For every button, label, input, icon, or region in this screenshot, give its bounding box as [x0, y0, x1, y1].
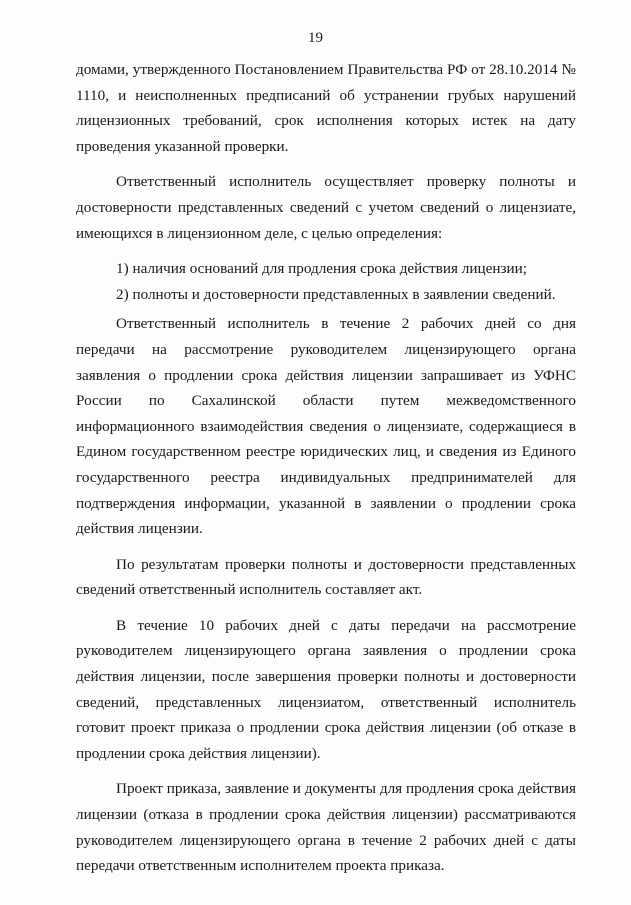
paragraph: В течение 10 рабочих дней с даты передачи на рассмотрение руководителем лицензирующего органа заявления о продлении срока действия лицензии, после завершения проверки полноты и достоверности сведений, представленных лицензиатом, ответственный исполнитель готовит проект приказа о продлении срока действия лицензии (об отказе в продлении срока действия лицензии).: [76, 616, 576, 762]
paragraph: Ответственный исполнитель в течение 2 рабочих дней со дня передачи на рассмотрение руководителем лицензирующего органа заявления о продлении срока действия лицензии запрашивает из УФНС России по Сахалинской области путем межведомственного информационного взаимодействия сведения о лицензиате, содержащиеся в Едином государственном реестре юридических лиц, и сведения из Единого государственного реестра индивидуальных предпринимателей для подтверждения информации, указанной в заявлении о продлении срока действия лицензии.: [76, 315, 576, 538]
list-item: 2) полноты и достоверности представленных в заявлении сведений.: [116, 285, 556, 303]
paragraph: Проект приказа, заявление и документы для продления срока действия лицензии (отказа в продлении срока действия лицензии) рассматриваются руководителем лицензирующего органа в течение 2 рабочих дней с даты передачи ответственным исполнителем проекта приказа.: [76, 780, 576, 875]
paragraph: Ответственный исполнитель осуществляет проверку полноты и достоверности представленных сведений с учетом сведений о лицензиате, имеющихся в лицензионном деле, с целью определения:: [76, 173, 576, 242]
paragraph: домами, утвержденного Постановлением Правительства РФ от 28.10.2014 № 1110, и неисполненных предписаний об устранении грубых нарушений лицензионных требований, срок исполнения которых истек на дату проведения указанной проверки.: [76, 61, 576, 155]
page-number: 19: [308, 30, 323, 46]
document-body: [76, 57, 576, 889]
list-item: 1) наличия оснований для продления срока действия лицензии;: [116, 260, 527, 278]
paragraph: По результатам проверки полноты и достоверности представленных сведений ответственный исполнитель составляет акт.: [76, 555, 576, 599]
